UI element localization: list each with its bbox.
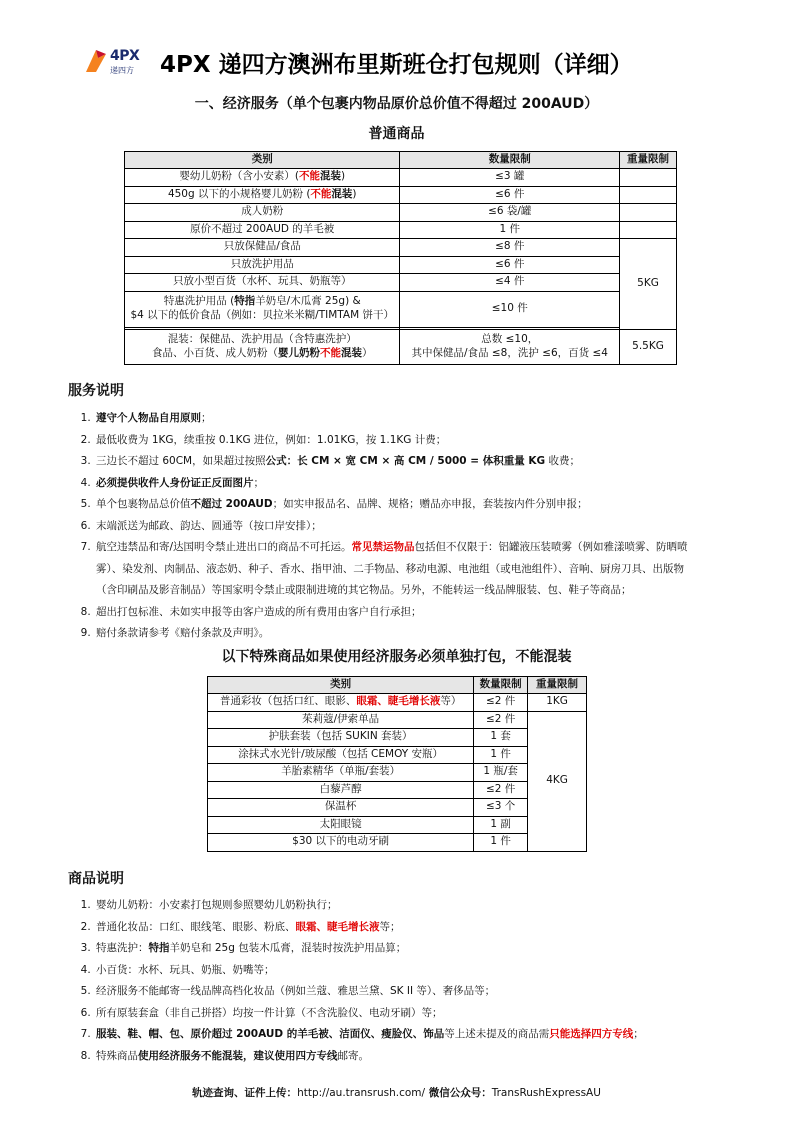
- table-row: 只放保健品/食品 ≤8 件 5KG: [125, 239, 677, 257]
- list-item: 9. 赔付条款请参考《赔付条款及声明》。: [94, 623, 728, 645]
- list-item: 6. 末端派送为邮政、韵达、圆通等（按口岸安排）；: [94, 516, 728, 538]
- table-row: 保温杯 ≤3 个: [208, 799, 587, 817]
- footer-label-wechat: 微信公众号：: [425, 1087, 492, 1099]
- table-row: 只放洗护用品 ≤6 件: [125, 256, 677, 274]
- logo: [84, 48, 148, 82]
- section-title-economy: 一、经济服务（单个包裹内物品原价总价值不得超过 200AUD）: [194, 96, 599, 112]
- list-item: 6. 所有原装套盒（非自己拼搭）均按一件计算（不含洗脸仪、电动牙刷）等；: [94, 1003, 728, 1025]
- list-item: 5. 单个包裹物品总价值不超过 200AUD；如实申报品名、品牌、规格；赠品亦申报，套装按内件分别申报；: [94, 494, 728, 516]
- table-row: 原价不超过 200AUD 的羊毛被 1 件: [125, 221, 677, 239]
- table-row: 茱莉蔻/伊索单品 ≤2 件 4KG: [208, 711, 587, 729]
- list-item: 3. 三边长不超过 60CM，如果超过按照公式：长 CM × 宽 CM × 高 CM / 5000 = 体积重量 KG 收费；: [94, 451, 728, 473]
- page-footer: [0, 1085, 793, 1100]
- goods-notes-title: 商品说明: [68, 871, 124, 887]
- list-item: 2. 普通化妆品：口红、眼线笔、眼影、粉底、眼霜、睫毛增长液等；: [94, 917, 728, 939]
- table-row: $30 以下的电动牙刷 1 件: [208, 834, 587, 852]
- table-row: 婴幼儿奶粉（含小安素）(不能混装) ≤3 罐: [125, 169, 677, 187]
- header-weight: 重量限制: [620, 152, 677, 169]
- table-row: 特惠洗护用品 (特指羊奶皂/木瓜膏 25g) & $4 以下的低价食品（例如：贝拉米米糊/TIMTAM 饼干） ≤10 件: [125, 291, 677, 327]
- table-row: 白藜芦醇 ≤2 件: [208, 781, 587, 799]
- footer-url-link[interactable]: http://au.transrush.com/: [297, 1087, 426, 1099]
- table-row-mixed: 混装：保健品、洗护用品（含特惠洗护） 食品、小百货、成人奶粉（婴儿奶粉不能混装） 总数 ≤10， 其中保健品/食品 ≤8，洗护 ≤6，百货 ≤4 5.5KG: [125, 329, 677, 364]
- weight-5kg: 5KG: [620, 239, 677, 330]
- service-notes-title: 服务说明: [68, 383, 124, 399]
- table-row: 普通彩妆（包括口红、眼影、眼霜、睫毛增长液等） ≤2 件 1KG: [208, 694, 587, 712]
- list-item: 4. 必须提供收件人身份证正反面图片；: [94, 473, 728, 495]
- service-notes-list: [68, 408, 728, 645]
- table-header-row: 类别 数量限制 重量限制: [208, 677, 587, 694]
- special-goods-table: [207, 676, 587, 852]
- table-header-row: [125, 152, 677, 169]
- list-item: 1. 婴幼儿奶粉：小安素打包规则参照婴幼儿奶粉执行；: [94, 895, 728, 917]
- special-goods-title: 以下特殊商品如果使用经济服务必须单独打包，不能混装: [221, 649, 572, 665]
- list-item: 2. 最低收费为 1KG，续重按 0.1KG 进位，例如：1.01KG，按 1.1KG 计费；: [94, 430, 728, 452]
- table-row: 450g 以下的小规格婴儿奶粉 (不能混装) ≤6 件: [125, 186, 677, 204]
- regular-goods-table: [124, 151, 677, 365]
- table-row: 护肤套装（包括 SUKIN 套装） 1 套: [208, 729, 587, 747]
- table-row: 只放小型百货（水杯、玩具、奶瓶等） ≤4 件: [125, 274, 677, 292]
- table-row: 太阳眼镜 1 副: [208, 816, 587, 834]
- page-header: [0, 44, 793, 88]
- logo-mark-icon: [84, 48, 108, 74]
- list-item: 8. 超出打包标准、未如实申报等由客户造成的所有费用由客户自行承担；: [94, 602, 728, 624]
- list-item: 1. 遵守个人物品自用原则；: [94, 408, 728, 430]
- header-qty: 数量限制: [400, 152, 620, 169]
- header-category: 类别: [125, 152, 400, 169]
- goods-notes-list: [68, 895, 728, 1067]
- list-item: 5. 经济服务不能邮寄一线品牌高档化妆品（例如兰蔻、雅思兰黛、SK II 等）、奢侈品等；: [94, 981, 728, 1003]
- list-item: 4. 小百货：水杯、玩具、奶瓶、奶嘴等；: [94, 960, 728, 982]
- logo-subtext: 递四方: [110, 66, 134, 75]
- table-row: 羊胎素精华（单瓶/套装） 1 瓶/套: [208, 764, 587, 782]
- weight-4kg: 4KG: [528, 711, 587, 851]
- logo-text: 4PX: [110, 48, 140, 64]
- table-row: 涂抹式水光针/玻尿酸（包括 CEMOY 安瓶） 1 件: [208, 746, 587, 764]
- table-row: 成人奶粉 ≤6 袋/罐: [125, 204, 677, 222]
- list-item: 7. 航空违禁品和寄/达国明令禁止进出口的商品不可托运。常见禁运物品包括但不仅限于：铝罐液压装喷雾（例如雅漾喷雾、防晒喷 雾）、染发剂、肉制品、液态奶、种子、香水、指甲油、二手物品、移动电源、电池组（或电池组件）、音响、厨房刀具、出版物 （含印刷品及影音制品）等国家明令禁止或限制进境的其它物品。另外，不能转运一线品牌服装、包、鞋子等商品；: [94, 537, 728, 602]
- list-item: 3. 特惠洗护：特指羊奶皂和 25g 包装木瓜膏，混装时按洗护用品算；: [94, 938, 728, 960]
- list-item: 7. 服装、鞋、帽、包、原价超过 200AUD 的羊毛被、洁面仪、瘦脸仪、饰品等上述未提及的商品需只能选择四方专线；: [94, 1024, 728, 1046]
- list-item: 8. 特殊商品使用经济服务不能混装，建议使用四方专线邮寄。: [94, 1046, 728, 1068]
- footer-wechat-id: TransRushExpressAU: [491, 1087, 601, 1099]
- footer-label-tracking: 轨迹查询、证件上传：: [192, 1087, 298, 1099]
- page-title: 4PX 递四方澳洲布里斯班仓打包规则（详细）: [160, 52, 633, 78]
- table1-caption: 普通商品: [368, 126, 425, 142]
